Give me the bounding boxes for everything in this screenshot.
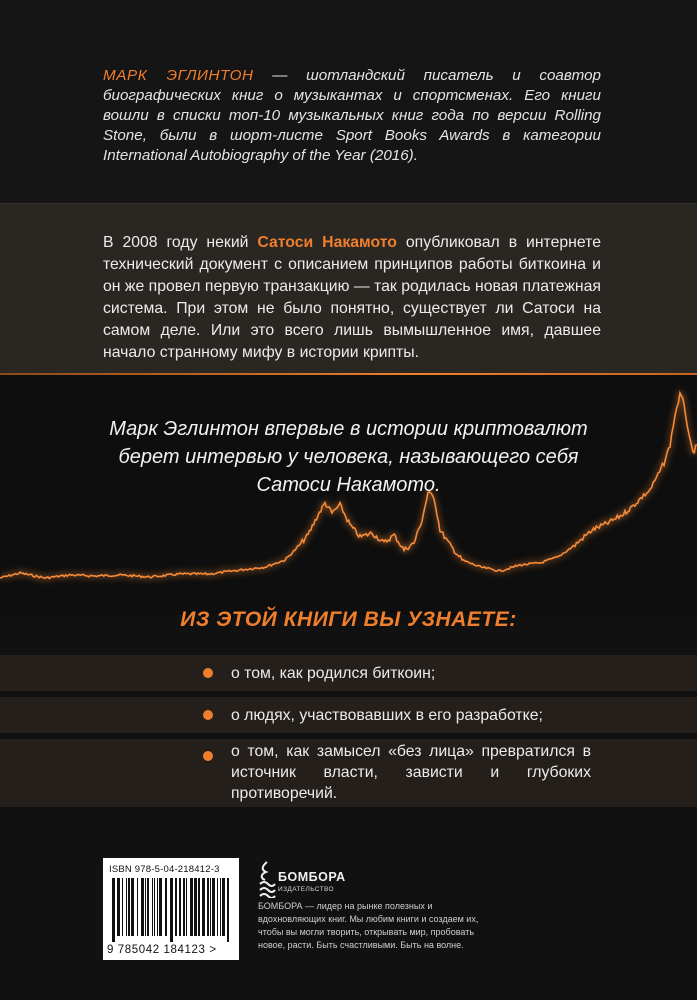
barcode-icon: [109, 878, 233, 942]
barcode-bar: [222, 878, 225, 936]
author-bio-text: — шотландский писатель и соавтор биографических книг о музыкантах и спортсменах. Его книги вошли в списки топ-10 музыкальных книг года по версии Rolling Stone, были в шорт-листе Sport Books Awards в категории International Autobiography of the Year (2016).: [103, 67, 601, 164]
barcode-bar: [165, 878, 167, 936]
learn-item: [0, 739, 697, 807]
barcode-bar: [198, 878, 200, 936]
publisher-name: БОМБОРА: [278, 870, 346, 884]
tagline: [0, 415, 697, 499]
synopsis-after: опубликовал в интернете технический документ с описанием принципов работы биткоина и он же провел первую транзакцию — так родилась новая платежная система. При этом не было понятно, существует ли Сатоси на самом деле. Или это всего лишь вымышленное имя, давшее начало странному мифу в истории крипты.: [103, 234, 602, 361]
tagline-line-2: берет интервью у человека, называющего себя: [118, 446, 579, 468]
orange-dot-icon: [203, 668, 213, 678]
price-chart-background: [0, 375, 697, 615]
learn-item: [0, 655, 697, 691]
barcode-bar: [179, 878, 181, 936]
publisher-description: БОМБОРА — лидер на рынке полезных и вдохновляющих книг. Мы любим книги и создаем их, чтобы вы могли творить, открывать мир, пробовать новое, расти. Быть счастливыми. Быть на волне.: [258, 901, 479, 950]
barcode-bar: [152, 878, 153, 936]
publisher-sub: ИЗДАТЕЛЬСТВО: [278, 886, 334, 893]
author-name: МАРК ЭГЛИНТОН: [103, 67, 254, 84]
synopsis-section: [0, 203, 697, 373]
learn-item-text: о том, как замысел «без лица» превратился в источник власти, зависти и глубоких противоречий.: [231, 743, 591, 802]
barcode-bar: [112, 878, 115, 942]
learn-heading: ИЗ ЭТОЙ КНИГИ ВЫ УЗНАЕТЕ:: [180, 608, 517, 631]
tagline-line-3: Сатоси Накамото.: [256, 474, 441, 496]
barcode-bar: [207, 878, 209, 936]
barcode-bar: [186, 878, 187, 936]
barcode-bar: [131, 878, 134, 936]
author-section: [0, 0, 697, 203]
barcode-bar: [145, 878, 146, 936]
orange-dot-icon: [203, 710, 213, 720]
barcode-bar: [210, 878, 211, 936]
barcode-bar: [157, 878, 158, 936]
learn-item-text: о том, как родился биткоин;: [231, 665, 436, 682]
synopsis-text: [103, 232, 601, 364]
barcode-bar: [220, 878, 221, 936]
barcode-bar: [183, 878, 185, 936]
bombora-wave-logo-icon: [258, 860, 276, 898]
barcode-block: [103, 858, 239, 960]
barcode-bar: [194, 878, 197, 936]
barcode-number: 9 785042 184123 >: [107, 944, 217, 956]
barcode-bar: [128, 878, 130, 936]
satoshi-name-highlight: Сатоси Накамото: [257, 234, 397, 251]
learn-item: [0, 697, 697, 733]
barcode-bar: [217, 878, 218, 936]
author-bio: [103, 66, 601, 166]
barcode-bar: [202, 878, 205, 936]
barcode-bar: [117, 878, 120, 936]
learn-item-text: о людях, участвовавших в его разработке;: [231, 707, 543, 724]
barcode-bar: [190, 878, 193, 936]
barcode-bar: [126, 878, 127, 936]
barcode-bar: [141, 878, 144, 936]
orange-dot-icon: [203, 751, 213, 761]
publisher-logo: [258, 860, 368, 900]
tagline-line-1: Марк Эглинтон впервые в истории криптовалют: [109, 418, 588, 440]
barcode-bar: [154, 878, 155, 936]
barcode-bar: [147, 878, 149, 936]
synopsis-before: В 2008 году некий: [103, 234, 258, 251]
barcode-bar: [227, 878, 229, 942]
barcode-bar: [175, 878, 177, 936]
barcode-bar: [122, 878, 123, 936]
barcode-bar: [137, 878, 138, 936]
barcode-bar: [159, 878, 162, 936]
barcode-bar: [212, 878, 215, 936]
barcode-bar: [170, 878, 173, 942]
isbn-label: ISBN 978-5-04-218412-3: [109, 864, 220, 875]
